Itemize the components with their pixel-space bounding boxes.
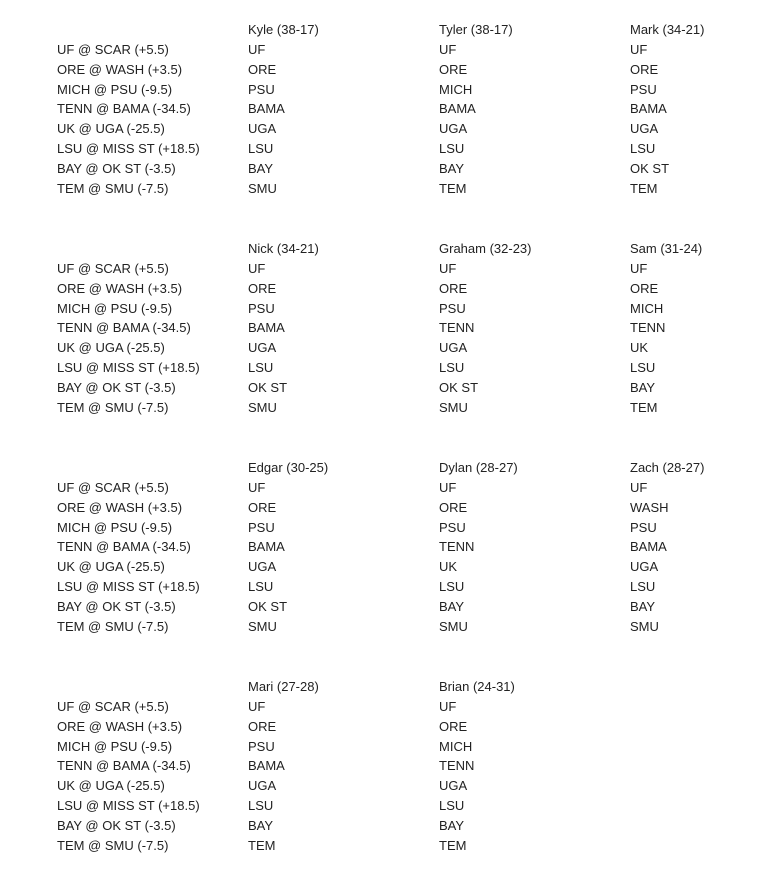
pick-cell: ORE xyxy=(248,61,277,77)
game-row xyxy=(0,756,770,776)
pick-cell: OK ST xyxy=(248,379,288,395)
game-label: TEM @ SMU (-7.5) xyxy=(57,618,169,634)
pick-cell: ORE xyxy=(630,280,659,296)
player-header: Dylan (28-27) xyxy=(439,460,518,475)
pick-cell: TENN xyxy=(630,320,666,336)
game-row xyxy=(0,139,770,159)
pick-cell: OK ST xyxy=(248,598,288,614)
game-label: BAY @ OK ST (-3.5) xyxy=(57,160,176,176)
pick-cell: ORE xyxy=(439,499,468,515)
game-row xyxy=(0,557,770,577)
pick-cell: SMU xyxy=(439,399,468,415)
game-label: TEM @ SMU (-7.5) xyxy=(57,399,169,415)
pick-cell: UF xyxy=(248,41,266,57)
pick-cell: LSU xyxy=(630,579,656,595)
picks-block xyxy=(0,239,770,418)
pick-cell: UF xyxy=(630,41,648,57)
game-row xyxy=(0,597,770,617)
pick-cell: ORE xyxy=(248,718,277,734)
pick-cell: MICH xyxy=(439,738,473,754)
pick-cell: UF xyxy=(439,41,457,57)
game-label: UF @ SCAR (+5.5) xyxy=(57,41,169,57)
player-header: Edgar (30-25) xyxy=(248,460,329,475)
pick-cell: TEM xyxy=(630,180,658,196)
game-label: TEM @ SMU (-7.5) xyxy=(57,837,169,853)
pick-cell: UGA xyxy=(439,778,468,794)
game-label: UF @ SCAR (+5.5) xyxy=(57,698,169,714)
pick-cell: UGA xyxy=(630,559,659,575)
game-row xyxy=(0,478,770,498)
game-row xyxy=(0,398,770,418)
game-label: UF @ SCAR (+5.5) xyxy=(57,260,169,276)
game-row xyxy=(0,318,770,338)
game-label: UK @ UGA (-25.5) xyxy=(57,340,165,356)
pick-cell: UGA xyxy=(439,340,468,356)
pick-cell: TEM xyxy=(439,180,467,196)
game-row xyxy=(0,816,770,836)
pick-cell: LSU xyxy=(439,798,465,814)
pick-cell: UGA xyxy=(248,778,277,794)
pick-cell: BAMA xyxy=(630,101,667,117)
game-row xyxy=(0,617,770,637)
pick-cell: MICH xyxy=(439,81,473,97)
pick-cell: UF xyxy=(248,479,266,495)
game-label: MICH @ PSU (-9.5) xyxy=(57,81,173,97)
pick-cell: BAMA xyxy=(630,539,667,555)
game-row xyxy=(0,338,770,358)
pick-cell: PSU xyxy=(248,738,275,754)
game-row xyxy=(0,259,770,279)
pick-cell: PSU xyxy=(439,519,466,535)
game-label: TENN @ BAMA (-34.5) xyxy=(57,758,191,774)
game-label: LSU @ MISS ST (+18.5) xyxy=(57,360,200,376)
pick-cell: BAY xyxy=(630,379,656,395)
game-label: LSU @ MISS ST (+18.5) xyxy=(57,579,200,595)
game-label: UK @ UGA (-25.5) xyxy=(57,778,165,794)
pick-cell: LSU xyxy=(248,141,274,157)
game-row xyxy=(0,299,770,319)
game-row xyxy=(0,737,770,757)
pick-cell: OK ST xyxy=(439,379,479,395)
pick-cell: TENN xyxy=(439,539,475,555)
pick-cell: UGA xyxy=(248,559,277,575)
pick-cell: UK xyxy=(630,340,649,356)
pick-cell: BAY xyxy=(439,598,465,614)
game-row xyxy=(0,99,770,119)
game-row xyxy=(0,179,770,199)
pick-cell: UGA xyxy=(248,121,277,137)
game-label: MICH @ PSU (-9.5) xyxy=(57,519,173,535)
game-row xyxy=(0,537,770,557)
game-row xyxy=(0,80,770,100)
game-label: ORE @ WASH (+3.5) xyxy=(57,280,183,296)
game-label: MICH @ PSU (-9.5) xyxy=(57,300,173,316)
pick-cell: UF xyxy=(439,698,457,714)
pick-cell: BAMA xyxy=(248,101,285,117)
pick-cell: UF xyxy=(248,698,266,714)
game-label: TENN @ BAMA (-34.5) xyxy=(57,539,191,555)
game-label: UK @ UGA (-25.5) xyxy=(57,559,165,575)
pick-cell: OK ST xyxy=(630,160,670,176)
pick-cell: LSU xyxy=(630,141,656,157)
game-label: UK @ UGA (-25.5) xyxy=(57,121,165,137)
pick-cell: BAY xyxy=(630,598,656,614)
game-row xyxy=(0,378,770,398)
player-header: Mari (27-28) xyxy=(248,679,319,694)
game-row xyxy=(0,577,770,597)
pick-cell: UK xyxy=(439,559,458,575)
game-label: ORE @ WASH (+3.5) xyxy=(57,499,183,515)
game-label: LSU @ MISS ST (+18.5) xyxy=(57,798,200,814)
game-label: UF @ SCAR (+5.5) xyxy=(57,479,169,495)
pick-cell: ORE xyxy=(439,718,468,734)
picks-block xyxy=(0,20,770,199)
game-label: BAY @ OK ST (-3.5) xyxy=(57,379,176,395)
pick-cell: LSU xyxy=(630,360,656,376)
game-label: ORE @ WASH (+3.5) xyxy=(57,61,183,77)
pick-cell: LSU xyxy=(248,579,274,595)
game-row xyxy=(0,776,770,796)
player-header: Tyler (38-17) xyxy=(439,22,513,37)
game-row xyxy=(0,358,770,378)
pick-cell: TENN xyxy=(439,320,475,336)
header-row xyxy=(0,239,770,259)
game-label: BAY @ OK ST (-3.5) xyxy=(57,817,176,833)
player-header: Nick (34-21) xyxy=(248,241,319,256)
header-row xyxy=(0,677,770,697)
pick-cell: UGA xyxy=(439,121,468,137)
header-row xyxy=(0,458,770,478)
pick-cell: ORE xyxy=(439,280,468,296)
pick-cell: LSU xyxy=(439,579,465,595)
pick-cell: LSU xyxy=(248,360,274,376)
pick-cell: ORE xyxy=(248,280,277,296)
player-header: Mark (34-21) xyxy=(630,22,705,37)
pick-cell: BAY xyxy=(248,817,274,833)
pick-cell: UF xyxy=(439,260,457,276)
pick-cell: SMU xyxy=(630,618,659,634)
pick-cell: BAY xyxy=(439,817,465,833)
pick-cell: BAMA xyxy=(248,758,285,774)
pick-cell: TEM xyxy=(439,837,467,853)
pick-cell: LSU xyxy=(439,141,465,157)
game-row xyxy=(0,498,770,518)
pick-cell: UF xyxy=(439,479,457,495)
game-row xyxy=(0,159,770,179)
pick-cell: SMU xyxy=(248,180,277,196)
pick-cell: UF xyxy=(630,260,648,276)
pick-cell: ORE xyxy=(630,61,659,77)
picks-block xyxy=(0,677,770,856)
pick-cell: SMU xyxy=(439,618,468,634)
pick-cell: ORE xyxy=(248,499,277,515)
picks-block xyxy=(0,458,770,637)
player-header: Zach (28-27) xyxy=(630,460,705,475)
pick-cell: PSU xyxy=(248,300,275,316)
game-label: ORE @ WASH (+3.5) xyxy=(57,718,183,734)
pick-cell: ORE xyxy=(439,61,468,77)
pick-cell: MICH xyxy=(630,300,664,316)
pick-cell: BAMA xyxy=(248,539,285,555)
game-label: TENN @ BAMA (-34.5) xyxy=(57,320,191,336)
pick-cell: UGA xyxy=(248,340,277,356)
pick-cell: PSU xyxy=(630,519,657,535)
pick-cell: BAMA xyxy=(439,101,476,117)
pick-cell: TEM xyxy=(630,399,658,415)
game-row xyxy=(0,518,770,538)
pick-cell: PSU xyxy=(248,81,275,97)
pick-cell: SMU xyxy=(248,399,277,415)
player-header: Brian (24-31) xyxy=(439,679,515,694)
game-label: TENN @ BAMA (-34.5) xyxy=(57,101,191,117)
pick-cell: LSU xyxy=(248,798,274,814)
pick-cell: BAMA xyxy=(248,320,285,336)
game-row xyxy=(0,796,770,816)
pick-cell: PSU xyxy=(248,519,275,535)
player-header: Kyle (38-17) xyxy=(248,22,319,37)
game-label: LSU @ MISS ST (+18.5) xyxy=(57,141,200,157)
pick-cell: UF xyxy=(630,479,648,495)
pick-cell: WASH xyxy=(630,499,669,515)
game-row xyxy=(0,836,770,856)
game-row xyxy=(0,40,770,60)
pick-cell: PSU xyxy=(630,81,657,97)
game-label: BAY @ OK ST (-3.5) xyxy=(57,598,176,614)
game-row xyxy=(0,60,770,80)
pick-cell: SMU xyxy=(248,618,277,634)
pick-cell: BAY xyxy=(439,160,465,176)
pick-cell: UF xyxy=(248,260,266,276)
pick-cell: TEM xyxy=(248,837,276,853)
header-row xyxy=(0,20,770,40)
pick-cell: BAY xyxy=(248,160,274,176)
pick-cell: PSU xyxy=(439,300,466,316)
player-header: Sam (31-24) xyxy=(630,241,703,256)
game-row xyxy=(0,717,770,737)
pick-cell: TENN xyxy=(439,758,475,774)
game-row xyxy=(0,697,770,717)
game-label: TEM @ SMU (-7.5) xyxy=(57,180,169,196)
pick-cell: LSU xyxy=(439,360,465,376)
player-header: Graham (32-23) xyxy=(439,241,532,256)
game-row xyxy=(0,279,770,299)
pick-cell: UGA xyxy=(630,121,659,137)
game-label: MICH @ PSU (-9.5) xyxy=(57,738,173,754)
game-row xyxy=(0,119,770,139)
